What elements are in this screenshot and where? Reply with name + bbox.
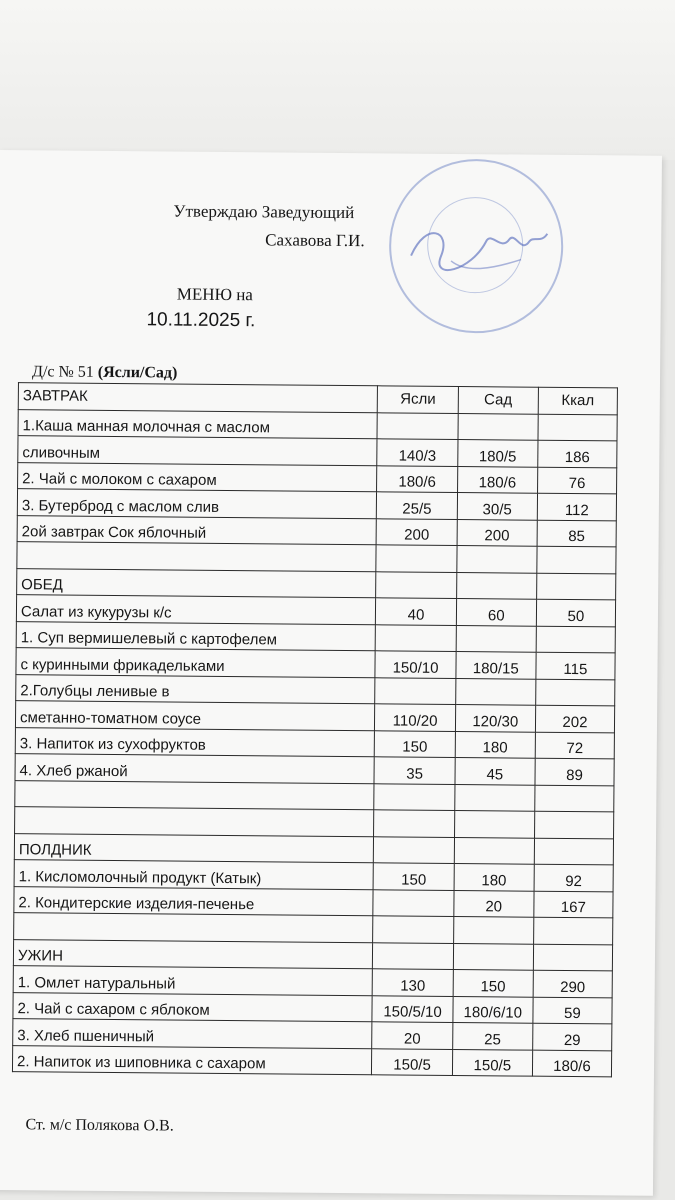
- dish-name-cell: 3. Хлеб пшеничный: [13, 1019, 373, 1049]
- nursery-portion-cell: 25/5: [377, 492, 457, 519]
- kcal-cell: [535, 785, 614, 812]
- nursery-portion-cell: 200: [377, 518, 457, 545]
- nursery-portion-cell: [376, 571, 456, 598]
- menu-title: МЕНЮ на: [176, 284, 253, 305]
- approver-name: Сахавова Г.И.: [265, 230, 365, 251]
- kindergarten-portion-cell: [457, 546, 537, 573]
- kcal-cell: 202: [535, 705, 614, 732]
- dish-name-cell: 2. Кондитерские изделия-печенье: [14, 886, 374, 916]
- nursery-portion-cell: 20: [372, 1022, 452, 1049]
- nursery-portion-cell: 130: [373, 969, 453, 996]
- kcal-cell: 85: [537, 520, 616, 547]
- kcal-cell: 59: [533, 997, 612, 1024]
- nursery-portion-cell: 35: [374, 757, 454, 784]
- nursery-portion-cell: [373, 916, 453, 943]
- dish-name-cell: 2. Чай с молоком с сахаром: [18, 462, 378, 492]
- official-stamp: [388, 158, 564, 334]
- dish-name-cell: ОБЕД: [17, 568, 377, 598]
- kindergarten-portion-cell: 180/6: [457, 466, 537, 493]
- dish-name-cell: 1. Омлет натуральный: [13, 966, 373, 996]
- kcal-cell: 115: [536, 652, 615, 679]
- kindergarten-portion-cell: 200: [457, 519, 537, 546]
- nursery-portion-cell: 180/6: [377, 465, 457, 492]
- kcal-cell: 72: [535, 732, 614, 759]
- nursery-portion-cell: 150: [375, 730, 455, 757]
- kcal-cell: [533, 944, 612, 971]
- dish-name-cell: с куринными фрикадельками: [16, 648, 376, 678]
- kcal-cell: 167: [534, 891, 613, 918]
- dish-name-cell: 4. Хлеб ржаной: [15, 754, 375, 784]
- nursery-portion-cell: 150/5/10: [372, 995, 452, 1022]
- kindergarten-portion-cell: 25: [452, 1022, 532, 1049]
- kindergarten-portion-cell: [455, 678, 535, 705]
- dish-name-cell: 2.Голубцы ленивые в: [16, 674, 376, 704]
- kindergarten-portion-cell: 60: [456, 598, 536, 625]
- dish-name-cell: 2. Чай с сахаром с яблоком: [13, 992, 373, 1022]
- kcal-cell: 186: [538, 440, 617, 467]
- kcal-cell: 50: [536, 599, 615, 626]
- dish-name-cell: [15, 807, 375, 837]
- menu-date: 10.11.2025 г.: [146, 309, 256, 332]
- column-header: ЗАВТРАК: [18, 383, 378, 413]
- kindergarten-portion-cell: 180: [455, 731, 535, 758]
- kcal-cell: 29: [533, 1023, 612, 1050]
- kcal-cell: [534, 811, 613, 838]
- kindergarten-portion-cell: 45: [455, 757, 535, 784]
- kcal-cell: 76: [537, 467, 616, 494]
- dish-name-cell: сливочным: [18, 436, 378, 466]
- dish-name-cell: 1. Кисломолочный продукт (Катык): [14, 860, 374, 890]
- column-header: Ясли: [378, 386, 458, 413]
- menu-table: [12, 382, 618, 1077]
- dish-name-cell: 3. Бутерброд с маслом слив: [17, 489, 377, 519]
- background-wall: [0, 0, 675, 160]
- dish-name-cell: сметанно-томатном соусе: [15, 701, 375, 731]
- nursery-portion-cell: [373, 889, 453, 916]
- nursery-portion-cell: 150: [374, 863, 454, 890]
- kcal-cell: [534, 917, 613, 944]
- kindergarten-portion-cell: 20: [454, 890, 534, 917]
- dish-name-cell: [14, 913, 374, 943]
- kindergarten-label: [32, 363, 177, 382]
- approval-line: Утверждаю Заведующий: [173, 201, 355, 223]
- kcal-cell: 112: [537, 493, 616, 520]
- kindergarten-portion-cell: [454, 837, 534, 864]
- kcal-cell: [534, 838, 613, 865]
- nursery-portion-cell: [374, 810, 454, 837]
- kindergarten-portion-cell: [456, 625, 536, 652]
- nursery-portion-cell: [376, 624, 456, 651]
- kcal-cell: [538, 414, 617, 441]
- kindergarten-portion-cell: [458, 413, 538, 440]
- nursery-portion-cell: [374, 783, 454, 810]
- kcal-cell: [536, 626, 615, 653]
- kindergarten-portion-cell: 150/5: [452, 1049, 532, 1076]
- dish-name-cell: Салат из кукурузы к/с: [16, 595, 376, 625]
- column-header: Сад: [458, 387, 538, 414]
- kindergarten-number: Д/с № 51: [31, 363, 98, 381]
- dish-name-cell: 1.Каша манная молочная с маслом: [18, 409, 378, 439]
- nurse-signature: Ст. м/с Полякова О.В.: [25, 1116, 174, 1135]
- dish-name-cell: УЖИН: [13, 939, 373, 969]
- nursery-portion-cell: [374, 836, 454, 863]
- nursery-portion-cell: [375, 677, 455, 704]
- dish-name-cell: [15, 780, 375, 810]
- nursery-portion-cell: 110/20: [375, 704, 455, 731]
- kcal-cell: 89: [535, 758, 614, 785]
- kindergarten-portion-cell: 30/5: [457, 493, 537, 520]
- kindergarten-portion-cell: 180/6/10: [453, 996, 533, 1023]
- kindergarten-portion-cell: 180/5: [457, 440, 537, 467]
- kcal-cell: 180/6: [532, 1050, 611, 1077]
- dish-name-cell: 3. Напиток из сухофруктов: [15, 727, 375, 757]
- kindergarten-portion-cell: 150: [453, 969, 533, 996]
- table-row: [12, 1045, 611, 1077]
- nursery-portion-cell: [373, 942, 453, 969]
- kindergarten-portion-cell: 120/30: [455, 704, 535, 731]
- kindergarten-portion-cell: 180/15: [456, 651, 536, 678]
- dish-name-cell: [17, 542, 377, 572]
- nursery-portion-cell: 150/10: [375, 651, 455, 678]
- dish-name-cell: 2ой завтрак Сок яблочный: [17, 515, 377, 545]
- kcal-cell: 92: [534, 864, 613, 891]
- kcal-cell: [537, 546, 616, 573]
- kindergarten-portion-cell: [453, 943, 533, 970]
- kindergarten-portion-cell: [454, 784, 534, 811]
- nursery-portion-cell: 40: [376, 598, 456, 625]
- column-header: Ккал: [538, 387, 617, 414]
- nursery-portion-cell: 150/5: [372, 1048, 452, 1075]
- nursery-portion-cell: [376, 545, 456, 572]
- dish-name-cell: ПОЛДНИК: [14, 833, 374, 863]
- kcal-cell: 290: [533, 970, 612, 997]
- menu-document: [0, 150, 662, 1196]
- dish-name-cell: 1. Суп вермишелевый с картофелем: [16, 621, 376, 651]
- group-label: (Ясли/Сад): [97, 363, 178, 382]
- nursery-portion-cell: 140/3: [377, 439, 457, 466]
- kindergarten-portion-cell: [454, 810, 534, 837]
- kcal-cell: [537, 573, 616, 600]
- nursery-portion-cell: [377, 412, 457, 439]
- kindergarten-portion-cell: [456, 572, 536, 599]
- kindergarten-portion-cell: [453, 916, 533, 943]
- kcal-cell: [536, 679, 615, 706]
- kindergarten-portion-cell: 180: [454, 863, 534, 890]
- signature-icon: [390, 160, 561, 331]
- dish-name-cell: 2. Напиток из шиповника с сахаром: [12, 1045, 372, 1075]
